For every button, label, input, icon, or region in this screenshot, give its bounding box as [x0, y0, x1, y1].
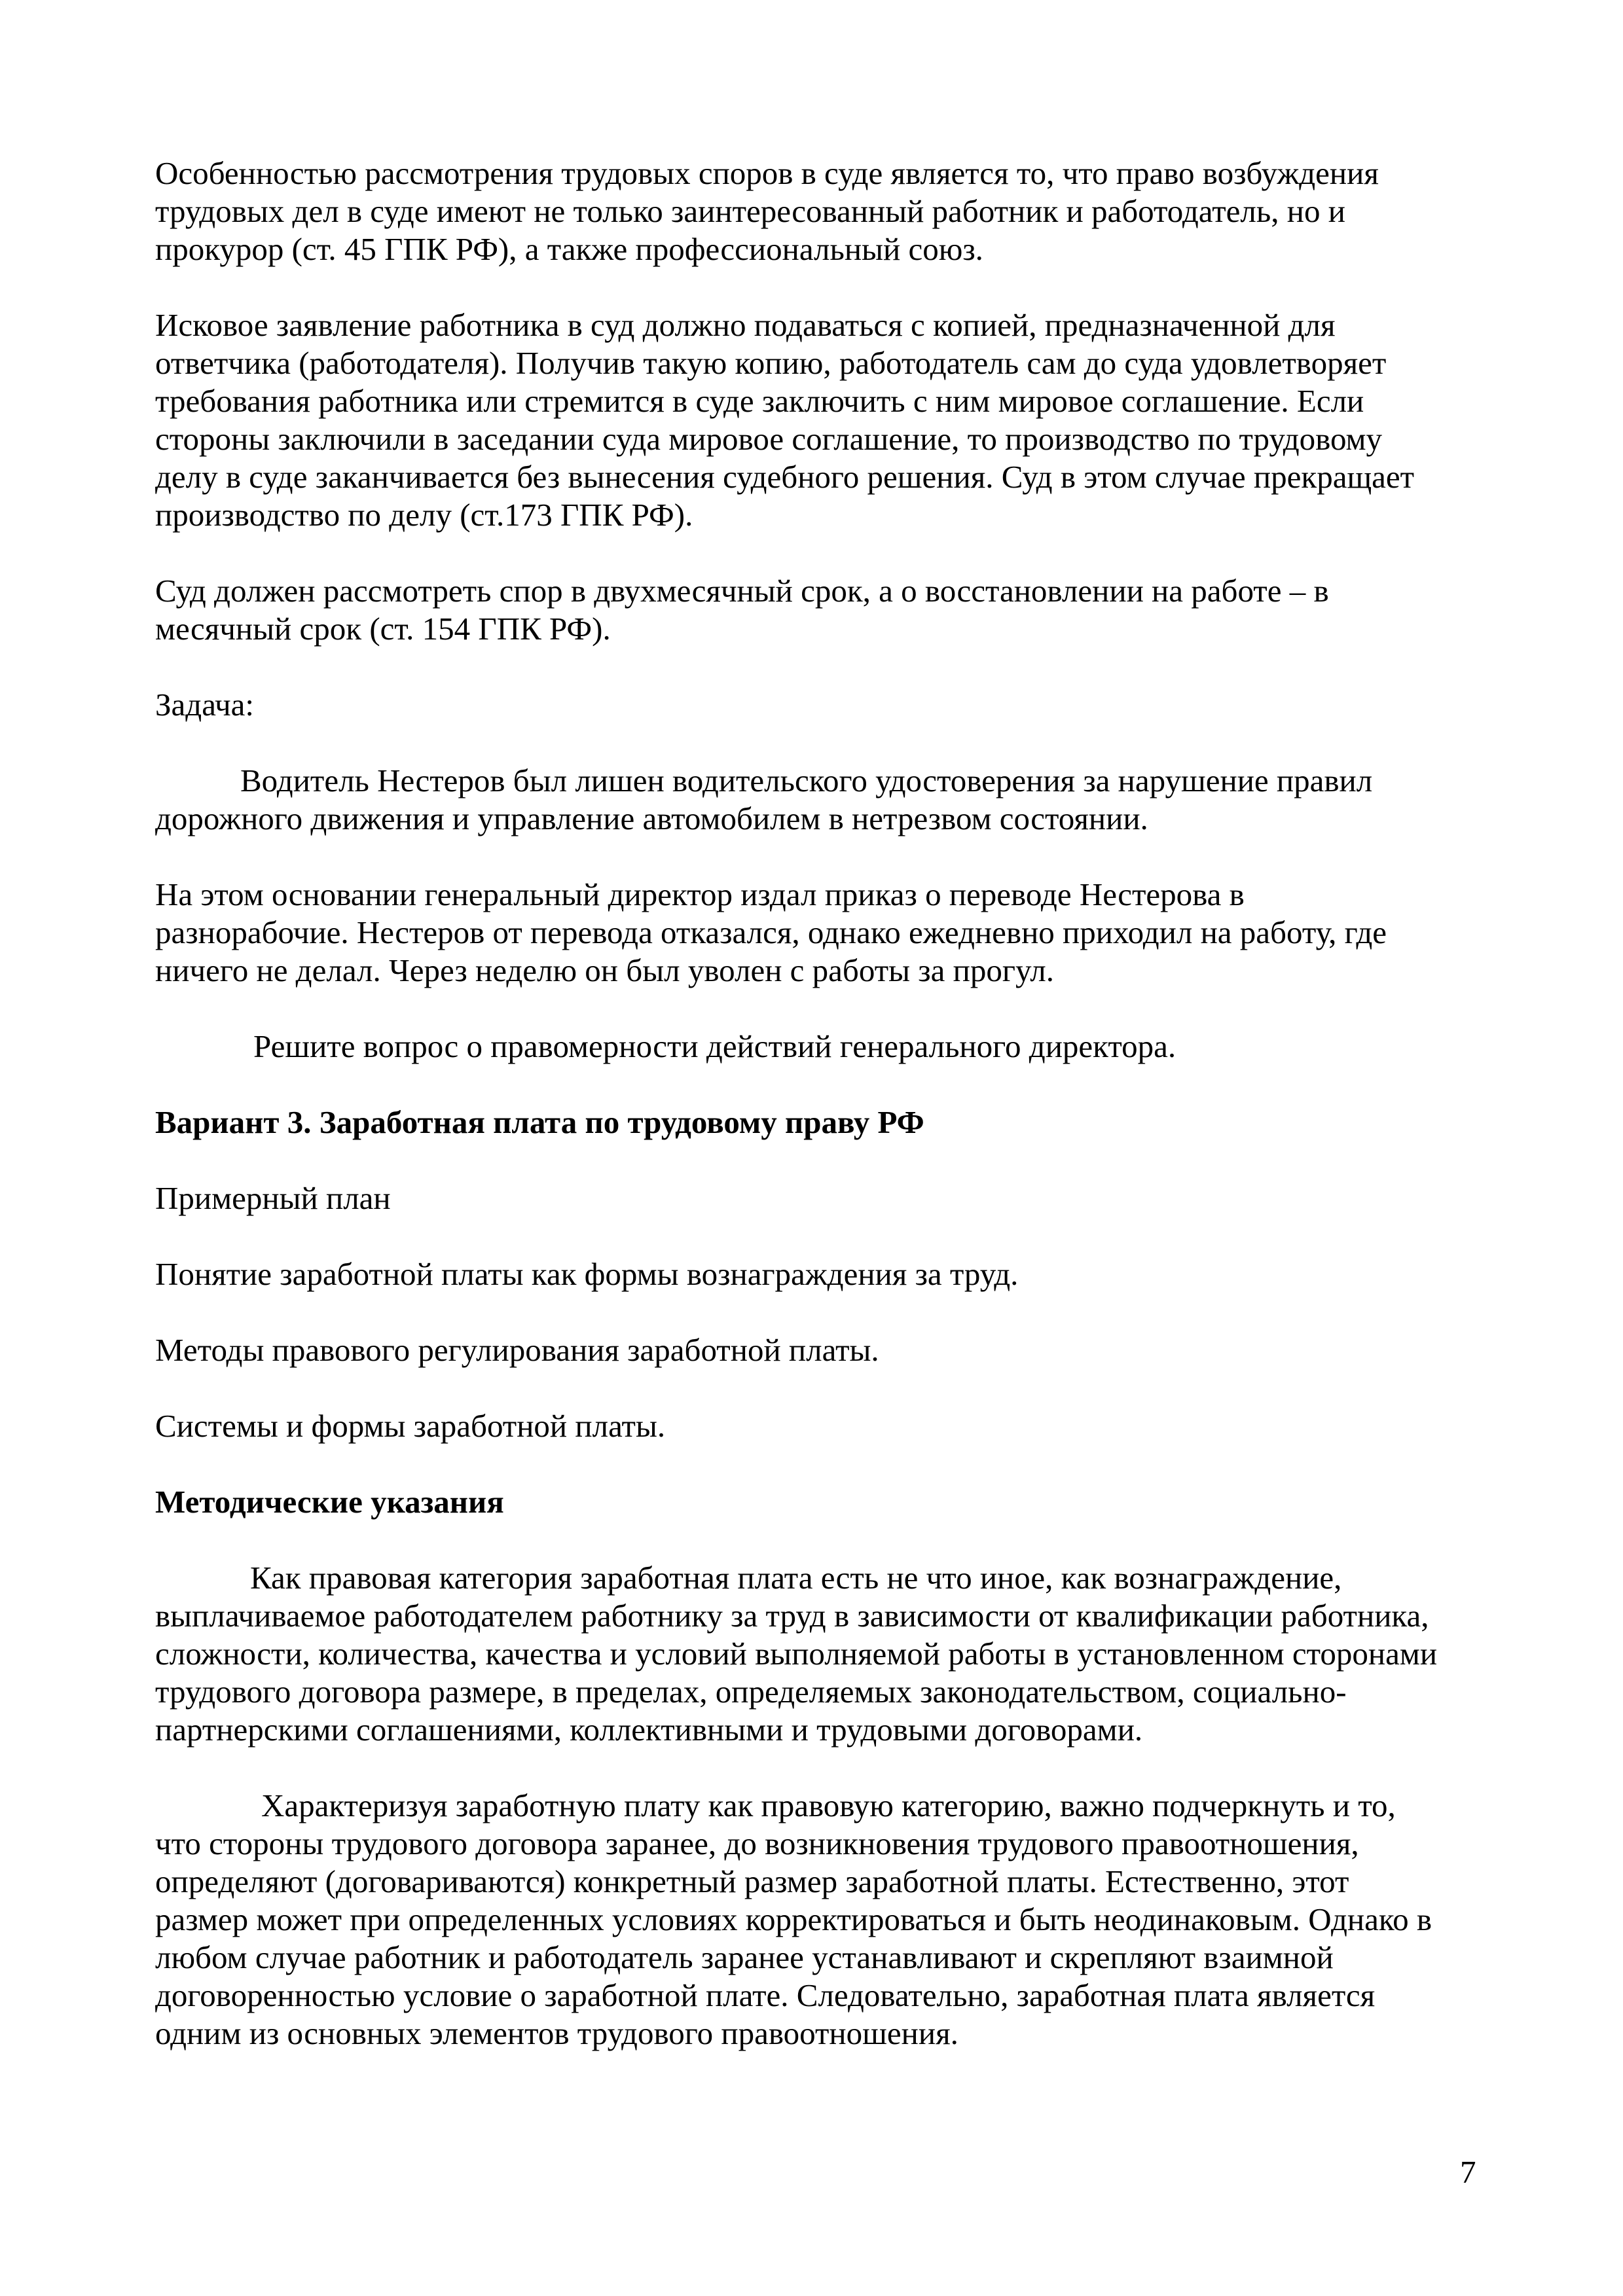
- text-line: На этом основании генеральный директор издал приказ о переводе Нестерова в: [155, 876, 1245, 912]
- heading-text: Методические указания: [155, 1484, 504, 1520]
- text-line: определяют (договариваются) конкретный размер заработной платы. Естественно, этот: [155, 1863, 1349, 1899]
- text-line: партнерскими соглашениями, коллективными и трудовыми договорами.: [155, 1712, 1143, 1748]
- text-line: сложности, количества, качества и условий выполняемой работы в установленном сторонами: [155, 1636, 1438, 1672]
- text-line: стороны заключили в заседании суда мировое соглашение, то производство по трудовому: [155, 421, 1383, 457]
- text-line: что стороны трудового договора заранее, до возникновения трудового правоотношения,: [155, 1825, 1359, 1861]
- text-line: трудовых дел в суде имеют не только заинтересованный работник и работодатель, но и: [155, 193, 1345, 229]
- text-line: Понятие заработной платы как формы вознаграждения за труд.: [155, 1256, 1019, 1292]
- text-line: Суд должен рассмотреть спор в двухмесячный срок, а о восстановлении на работе – в: [155, 573, 1329, 609]
- text-line: любом случае работник и работодатель заранее устанавливают и скрепляют взаимной: [155, 1939, 1334, 1975]
- text-line: производство по делу (ст.173 ГПК РФ).: [155, 497, 693, 533]
- text-line: Водитель Нестеров был лишен водительского удостоверения за нарушение правил: [240, 762, 1373, 798]
- text-line: требования работника или стремится в суде заключить с ним мировое соглашение. Если: [155, 383, 1364, 419]
- plan-item-2: [155, 1331, 1497, 1369]
- text-line: месячный срок (ст. 154 ГПК РФ).: [155, 611, 611, 647]
- plan-item-3: [155, 1407, 1497, 1445]
- section-heading-variant-3: [155, 1103, 1497, 1141]
- text-line: Особенностью рассмотрения трудовых споров в суде является то, что право возбуждения: [155, 155, 1379, 191]
- paragraph-court-deadline: [155, 572, 1497, 648]
- heading-text: Вариант 3. Заработная плата по трудовому праву РФ: [155, 1104, 924, 1140]
- text-line: договоренностью условие о заработной плате. Следовательно, заработная плата является: [155, 1977, 1376, 2013]
- section-heading-guidelines: [155, 1483, 1497, 1521]
- paragraph-claim-statement: [155, 306, 1497, 534]
- paragraph-wage-definition: [155, 1559, 1497, 1749]
- paragraph-task-transfer: [155, 876, 1497, 990]
- text-line: выплачиваемое работодателем работнику за труд в зависимости от квалификации работника,: [155, 1598, 1429, 1634]
- text-line: ничего не делал. Через неделю он был уволен с работы за прогул.: [155, 952, 1055, 988]
- text-line: трудового договора размере, в пределах, определяемых законодательством, социально-: [155, 1674, 1347, 1710]
- text-line: ответчика (работодателя). Получив такую копию, работодатель сам до суда удовлетворяет: [155, 345, 1387, 381]
- paragraph-task-question: [155, 1028, 1497, 1066]
- paragraph-task-driver: [155, 762, 1497, 838]
- text-line: разнорабочие. Нестеров от перевода отказался, однако ежедневно приходил на работу, где: [155, 914, 1387, 950]
- text-line: прокурор (ст. 45 ГПК РФ), а также профессиональный союз.: [155, 231, 983, 267]
- text-line: Характеризуя заработную плату как правовую категорию, важно подчеркнуть и то,: [261, 1787, 1396, 1823]
- text-line: Системы и формы заработной платы.: [155, 1408, 666, 1444]
- paragraph-wage-characterization: [155, 1787, 1497, 2053]
- text-line: Исковое заявление работника в суд должно подаваться с копией, предназначенной для: [155, 307, 1336, 343]
- text-line: Примерный план: [155, 1180, 391, 1216]
- text-line: Решите вопрос о правомерности действий генерального директора.: [253, 1028, 1176, 1064]
- text-line: одним из основных элементов трудового правоотношения.: [155, 2015, 958, 2051]
- document-body: [155, 154, 1497, 2090]
- text-line: Как правовая категория заработная плата есть не что иное, как вознаграждение,: [250, 1560, 1342, 1596]
- text-line: делу в суде заканчивается без вынесения судебного решения. Суд в этом случае прекращает: [155, 459, 1415, 495]
- paragraph-task-label: [155, 686, 1497, 724]
- text-line: размер может при определенных условиях корректироваться и быть неодинаковым. Однако в: [155, 1901, 1432, 1937]
- text-line: Методы правового регулирования заработной платы.: [155, 1332, 879, 1368]
- page-number: 7: [1460, 2154, 1476, 2190]
- text-line: дорожного движения и управление автомобилем в нетрезвом состоянии.: [155, 800, 1148, 836]
- text-line: Задача:: [155, 687, 255, 723]
- paragraph-plan-label: [155, 1179, 1497, 1217]
- plan-item-1: [155, 1255, 1497, 1293]
- paragraph-labor-disputes-court: [155, 154, 1497, 268]
